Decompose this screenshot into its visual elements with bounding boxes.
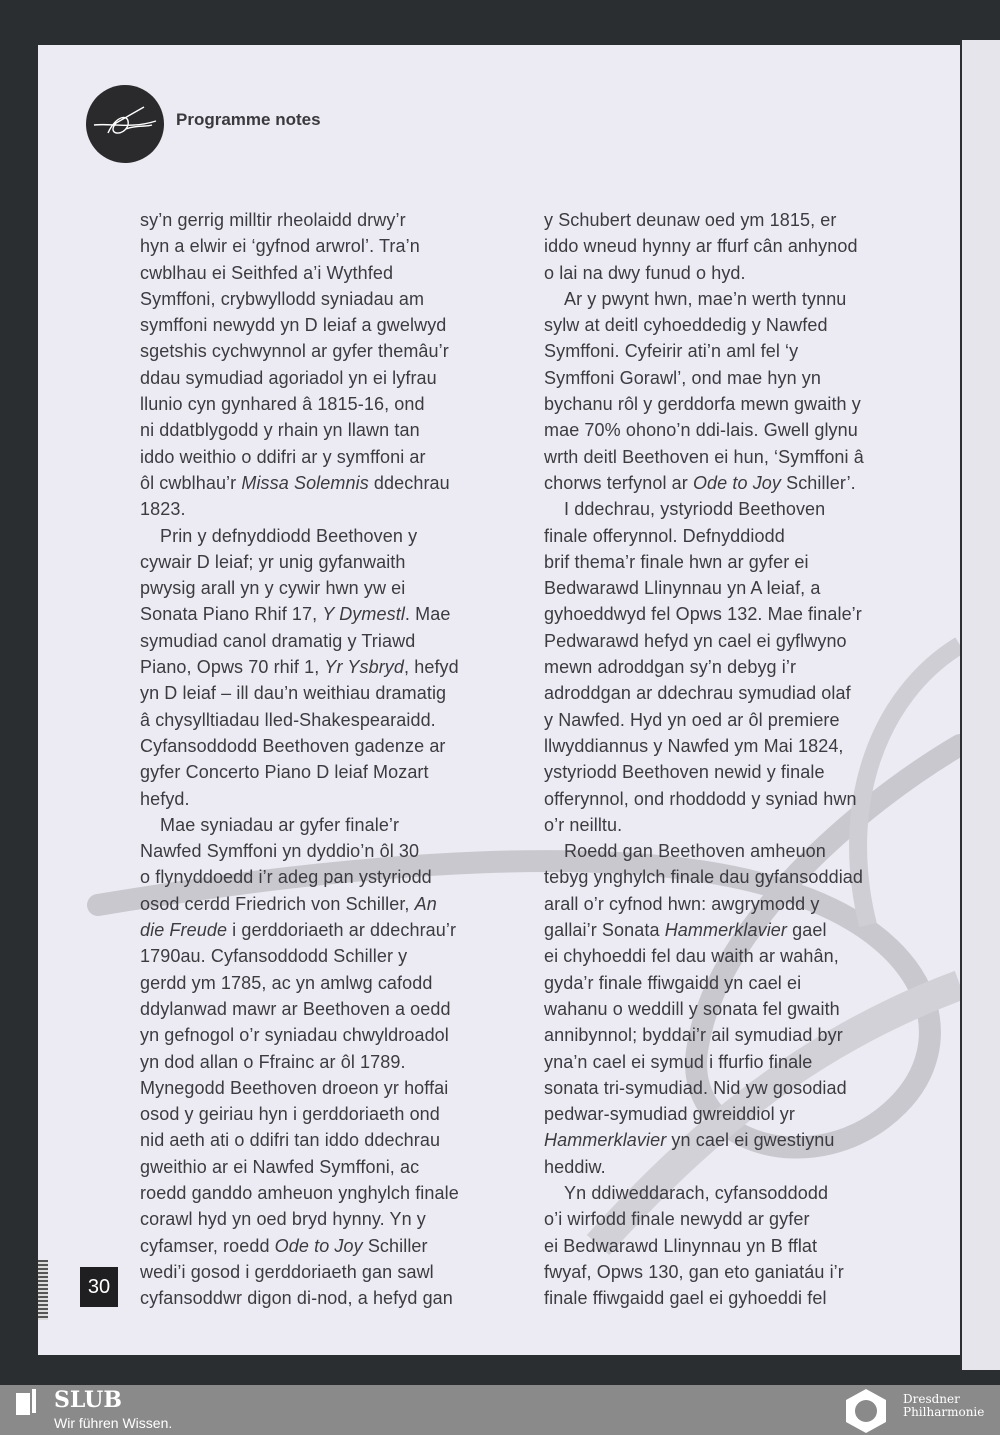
text-run: chorws terfynol ar [544,472,693,493]
text-line: arall o’r cyfnod hwn: awgrymodd y [544,893,820,914]
text-line: cyfansoddwr digon di-nod, a hefyd gan [140,1288,453,1309]
text-line: sgetshis cychwynnol ar gyfer themâu’r [140,341,449,362]
text-run: Yn ddiweddarach, cyfansoddodd [564,1182,829,1203]
text-line [140,917,459,943]
slub-book-icon [14,1389,38,1417]
text-line: sylw at deitl cyhoeddedig y Nawfed [544,315,828,336]
text-line: symudiad canol dramatig y Triawd [140,630,416,651]
text-line: mae 70% ohono’n ddi-lais. Gwell glynu [544,420,858,441]
text-line: cywair D leiaf; yr unig gyfanwaith [140,551,406,572]
text-line: ei Bedwarawd Llinynnau yn B fflat [544,1235,818,1256]
text-line: Pedwarawd hefyd yn cael ei gyflwyno [544,630,847,651]
text-line: yn gefnogol o’r syniadau chwyldroadol [140,1025,449,1046]
text-line: roedd ganddo amheuon ynghylch finale [140,1182,459,1203]
text-line: 1790au. Cyfansoddodd Schiller y [140,946,408,967]
text-run: Mae syniadau ar gyfer finale’r [160,814,400,835]
document-page [38,45,960,1355]
text-run: Schiller [362,1235,428,1256]
dresdner-philharmonie-logo-icon [843,1388,889,1434]
text-line: heddiw. [544,1156,606,1177]
section-title: Programme notes [176,110,321,129]
italic-title: Yr Ysbryd [324,657,405,678]
text-line: o flynyddoedd i’r adeg pan ystyriodd [140,867,432,888]
text-line: gyda’r finale ffiwgaidd yn cael ei [544,972,802,993]
text-line [140,1233,459,1259]
text-line: y Schubert deunaw oed ym 1815, er [544,210,837,230]
italic-title: An [414,893,437,914]
italic-title: die Freude [140,920,228,941]
text-line: osod y geiriau hyn i gerddoriaeth ond [140,1104,440,1125]
partner-line-2: Philharmonie [903,1405,985,1419]
text-line: ddau symudiad agoriadol yn ei lyfrau [140,367,437,388]
text-line: wedi’i gosod i gerddoriaeth gan sawl [140,1261,434,1282]
signature-circle-icon [86,85,164,163]
text-line: gweithio ar ei Nawfed Symffoni, ac [140,1156,420,1177]
text-line: o lai na dwy funud o hyd. [544,262,746,283]
text-line: offerynnol, ond rhoddodd y syniad hwn [544,788,857,809]
text-line: sonata tri-symudiad. Nid yw gosodiad [544,1077,847,1098]
text-line [140,523,459,549]
text-line: Nawfed Symffoni yn dyddio’n ôl 30 [140,841,420,862]
text-line: â chysylltiadau lled-Shakespearaidd. [140,709,436,730]
text-line: fwyaf, Opws 130, gan eto ganiatáu i’r [544,1261,844,1282]
text-line: Bedwarawd Llinynnau yn A leiaf, a [544,578,821,599]
text-run: ddechrau [368,472,450,493]
text-line [140,601,459,627]
partner-line-1: Dresdner [903,1392,960,1406]
text-line [544,1127,864,1153]
text-line [544,838,864,864]
text-line: hefyd. [140,788,190,809]
text-run: Ar y pwynt hwn, mae’n werth tynnu [564,288,847,309]
text-line: yn D leiaf – ill dau’n weithiau dramatig [140,683,447,704]
text-line: Symffoni Gorawl’, ond mae hyn yn [544,367,821,388]
text-line: corawl hyd yn oed bryd hynny. Yn y [140,1209,426,1230]
left-column [140,207,459,1311]
text-line: annibynnol; byddai’r ail symudiad byr [544,1025,843,1046]
text-run: Schiller’. [781,472,856,493]
text-line: tebyg ynghylch finale dau gyfansoddiad [544,867,864,888]
text-line: nid aeth ati o ddifri tan iddo ddechrau [140,1130,441,1151]
text-line: ystyriodd Beethoven newid y finale [544,762,825,783]
text-line: gerdd ym 1785, ac yn amlwg cafodd [140,972,433,993]
text-line: sy’n gerrig milltir rheolaidd drwy’r [140,210,406,230]
text-line: brif thema’r finale hwn ar gyfer ei [544,551,809,572]
text-run: , hefyd [404,657,459,678]
text-line [140,654,459,680]
page-number: 30 [80,1267,118,1307]
slub-logo-text: SLUB [54,1387,122,1413]
text-run: cyfamser, roedd [140,1235,275,1256]
text-line: Symffoni. Cyfeirir ati’n aml fel ‘y [544,341,799,362]
text-line: finale offerynnol. Defnyddiodd [544,525,785,546]
text-line: wrth deitl Beethoven ei hun, ‘Symffoni â [544,446,864,467]
text-line: gyfer Concerto Piano D leiaf Mozart [140,762,429,783]
text-line [544,496,864,522]
text-line: mewn adroddgan sy’n debyg i’r [544,657,797,678]
text-line: adroddgan ar ddechrau symudiad olaf [544,683,851,704]
text-line: 1823. [140,499,186,520]
text-line: bychanu rôl y gerddorfa mewn gwaith y [544,394,861,415]
text-line: llwyddiannus y Nawfed ym Mai 1824, [544,735,844,756]
text-run: gallai’r Sonata [544,920,665,941]
text-line: iddo weithio o ddifri ar y symffoni ar [140,446,426,467]
italic-title: Hammerklavier [664,920,788,941]
text-line: o’i wirfodd finale newydd ar gyfer [544,1209,810,1230]
text-line [140,470,459,496]
text-line: gyhoeddwyd fel Opws 132. Mae finale’r [544,604,862,625]
text-run: Sonata Piano Rhif 17, [140,604,323,625]
text-line [544,286,864,312]
page-stack-edges [38,1260,48,1320]
italic-title: Hammerklavier [544,1130,667,1151]
text-line: pwysig arall yn y cywir hwn yw ei [140,578,406,599]
text-run: Prin y defnyddiodd Beethoven y [160,525,418,546]
text-line [544,917,864,943]
text-line: iddo wneud hynny ar ffurf cân anhynod [544,236,858,257]
italic-title: Missa Solemnis [241,472,369,493]
text-line: cwblhau ei Seithfed a’i Wythfed [140,262,394,283]
partner-name [903,1393,984,1419]
text-run: Piano, Opws 70 rhif 1, [140,657,325,678]
text-line: Mynegodd Beethoven droeon yr hoffai [140,1077,449,1098]
text-line: pedwar-symudiad gwreiddiol yr [544,1104,796,1125]
text-line: y Nawfed. Hyd yn oed ar ôl premiere [544,709,840,730]
text-run: gael [787,920,827,941]
text-run: I ddechrau, ystyriodd Beethoven [564,499,826,520]
text-line: Symffoni, crybwyllodd syniadau am [140,288,425,309]
text-run: i gerddoriaeth ar ddechrau’r [227,920,457,941]
text-line: yna’n cael ei symud i ffurfio finale [544,1051,813,1072]
text-line [140,812,459,838]
italic-title: Ode to Joy [692,472,781,493]
text-run: yn cael ei gwestiynu [666,1130,835,1151]
italic-title: Ode to Joy [274,1235,363,1256]
text-line: Cyfansoddodd Beethoven gadenze ar [140,735,446,756]
next-page-edge [962,40,1000,1370]
text-run: Roedd gan Beethoven amheuon [564,841,826,862]
text-line: wahanu o weddill y sonata fel gwaith [544,998,840,1019]
slub-tagline: Wir führen Wissen. [54,1415,173,1431]
right-column [544,207,864,1311]
text-run: ôl cwblhau’r [140,472,242,493]
text-run: osod cerdd Friedrich von Schiller, [140,893,415,914]
text-line: yn dod allan o Ffrainc ar ôl 1789. [140,1051,406,1072]
text-line: symffoni newydd yn D leiaf a gwelwyd [140,315,447,336]
text-line: o’r neilltu. [544,814,623,835]
text-line: ddylanwad mawr ar Beethoven a oedd [140,998,451,1019]
text-run: . Mae [404,604,451,625]
text-line [544,470,864,496]
text-line: ei chyhoeddi fel dau waith ar wahân, [544,946,839,967]
text-line: llunio cyn gynhared â 1815-16, ond [140,394,425,415]
footer-bar [0,1385,1000,1435]
italic-title: Y Dymestl [322,604,405,625]
text-line [544,1180,864,1206]
text-line: hyn a elwir ei ‘gyfnod arwrol’. Tra’n [140,236,420,257]
text-line: ni ddatblygodd y rhain yn llawn tan [140,420,420,441]
text-line: finale ffiwgaidd gael ei gyhoeddi fel [544,1288,827,1309]
text-line [140,891,459,917]
